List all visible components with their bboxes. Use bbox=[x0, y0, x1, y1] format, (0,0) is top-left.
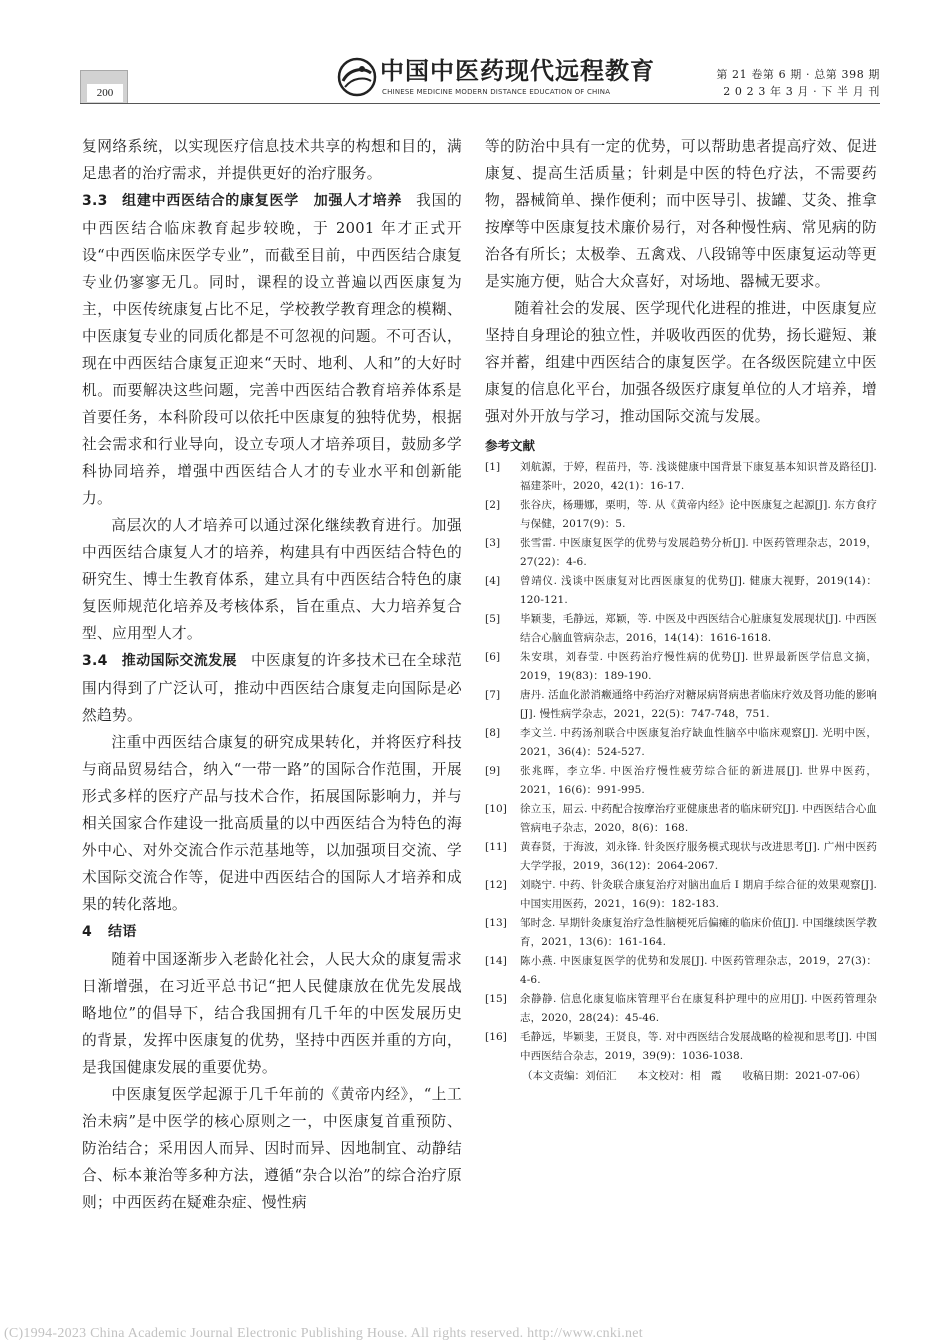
journal-logo-icon bbox=[337, 57, 377, 97]
paragraph: 注重中西医结合康复的研究成果转化，并将医疗科技与商品贸易结合，纳入“一带一路”的国际合作范围，开展形式多样的医疗产品与技术合作，拓展国际影响力，并与相关国家合作建设一批高质量的以中西医结合为特色的海外中心、对外交流合作示范基地等，以加强项目交流、学术国际交流合作等，促进中西医结合的国际人才培养和成果的转化落地。 bbox=[82, 734, 462, 913]
reference-item bbox=[485, 952, 877, 989]
reference-item bbox=[485, 572, 877, 609]
journal-title-cn: 中国中医药现代远程教育 bbox=[380, 57, 655, 85]
section-text: 我国的中西医结合临床教育起步较晚，于 2001 年才正式开设“中西医临床医学专业”，而截至目前，中西医结合康复专业仍寥寥无几。同时，课程的设立普遍以西医康复为主，中医传统康复占比不足，学校教学教育理念的模糊、中医康复专业的同质化都是不可忽视的问题。不可否认，现在中西医结合康复正迎来“天时、地利、人和”的大好时机。而要解决这些问题，完善中西医结合教育培养体系是首要任务，本科阶段可以依托中医康复的独特优势，根据社会需求和行业导向，设立专项人才培养项目，鼓励多学科协同培养，增强中西医结合人才的专业水平和创新能力。 bbox=[82, 192, 462, 507]
references-title: 参考文献 bbox=[485, 438, 536, 453]
reference-item bbox=[485, 914, 877, 951]
reference-number: [16] bbox=[485, 1031, 507, 1043]
reference-text: 张雪雷. 中医康复医学的优势与发展趋势分析[J]. 中医药管理杂志，2019，27(22)：4-6. bbox=[520, 537, 877, 568]
journal-title-en: CHINESE MEDICINE MODERN DISTANCE EDUCATION OF CHINA bbox=[382, 88, 611, 96]
reference-text: 陈小燕. 中医康复医学的优势和发展[J]. 中医药管理杂志，2019，27(3)：4-6. bbox=[520, 955, 877, 986]
reference-item bbox=[485, 534, 877, 571]
section-number: 3.4 bbox=[82, 653, 108, 669]
reference-number: [13] bbox=[485, 917, 507, 929]
reference-item bbox=[485, 990, 877, 1027]
right-column bbox=[485, 133, 877, 1085]
paragraph: 高层次的人才培养可以通过深化继续教育进行。加强中西医结合康复人才的培养，构建具有中西医结合特色的研究生、博士生教育体系，建立具有中西医结合特色的康复医师规范化培养及考核体系，旨在重点、大力培养复合型、应用型人才。 bbox=[82, 517, 462, 642]
section-number: 4 bbox=[82, 924, 93, 940]
reference-text: 张谷庆，杨珊娜，栗明，等. 从《黄帝内经》论中医康复之起源[J]. 东方食疗与保健，2017(9)：5. bbox=[520, 499, 877, 530]
paragraph: 复网络系统，以实现医疗信息技术共享的构想和目的，满足患者的治疗需求，并提供更好的治疗服务。 bbox=[82, 138, 462, 182]
reference-number: [3] bbox=[485, 537, 501, 549]
section-4-heading bbox=[82, 918, 462, 946]
reference-text: 毕颖斐，毛静远，郑颖，等. 中医及中西医结合心脏康复发展现状[J]. 中西医结合心脑血管病杂志，2016，14(14)：1616-1618. bbox=[520, 613, 877, 644]
reference-item bbox=[485, 496, 877, 533]
paragraph: 中医康复医学起源于几千年前的《黄帝内经》，“上工治未病”是中医学的核心原则之一，中医康复首重预防、防治结合；采用因人而异、因时而异、因地制宜、动静结合、标本兼治等多种方法，遵循“杂合以治”的综合治疗原则；中西医药在疑难杂症、慢性病 bbox=[82, 1086, 462, 1211]
reference-text: 黄春贤，于海波，刘永锋. 针灸医疗服务模式现状与改进思考[J]. 广州中医药大学学报，2019，36(12)：2064-2067. bbox=[520, 841, 877, 872]
reference-item bbox=[485, 724, 877, 761]
section-3-4 bbox=[82, 647, 462, 729]
reference-item bbox=[485, 648, 877, 685]
editor-note: （本文责编：刘佰汇 本文校对：相 霞 收稿日期：2021-07-06） bbox=[522, 1070, 867, 1082]
reference-item bbox=[485, 800, 877, 837]
reference-item bbox=[485, 762, 877, 799]
page-number: 200 bbox=[87, 84, 123, 102]
reference-number: [11] bbox=[485, 841, 507, 853]
section-number: 3.3 bbox=[82, 193, 108, 209]
section-3-3 bbox=[82, 187, 462, 512]
reference-text: 朱安琪，刘春莹. 中医药治疗慢性病的优势[J]. 世界最新医学信息文摘，2019，19(83)：189-190. bbox=[520, 651, 877, 682]
reference-text: 邹时念. 早期针灸康复治疗急性脑梗死后偏瘫的临床价值[J]. 中国继续医学教育，2021，13(6)：161-164. bbox=[520, 917, 877, 948]
section-heading: 结语 bbox=[108, 924, 137, 940]
reference-number: [7] bbox=[485, 689, 501, 701]
page-number-tab bbox=[80, 70, 128, 104]
reference-number: [9] bbox=[485, 765, 501, 777]
reference-number: [2] bbox=[485, 499, 501, 511]
reference-item bbox=[485, 610, 877, 647]
reference-text: 刘航源，于婷，程苗丹，等. 浅谈健康中国背景下康复基本知识普及路径[J]. 福建茶叶，2020，42(1)：16-17. bbox=[520, 461, 877, 492]
reference-item bbox=[485, 838, 877, 875]
references-list bbox=[485, 458, 877, 1065]
reference-number: [6] bbox=[485, 651, 501, 663]
left-column bbox=[82, 133, 462, 1216]
reference-text: 曾靖仪. 浅谈中医康复对比西医康复的优势[J]. 健康大视野，2019(14)：120-121. bbox=[520, 575, 877, 606]
reference-number: [15] bbox=[485, 993, 507, 1005]
reference-number: [10] bbox=[485, 803, 507, 815]
paragraph: 随着中国逐渐步入老龄化社会，人民大众的康复需求日渐增强，在习近平总书记“把人民健康放在优先发展战略地位”的倡导下，结合我国拥有几千年的中医发展历史的背景，发挥中医康复的优势，坚持中西医并重的方向，是我国健康发展的重要优势。 bbox=[82, 951, 462, 1076]
reference-item bbox=[485, 458, 877, 495]
reference-text: 毛静远，毕颖斐，王贤良，等. 对中西医结合发展战略的检视和思考[J]. 中国中西医结合杂志，2019，39(9)：1036-1038. bbox=[520, 1031, 877, 1062]
reference-item bbox=[485, 686, 877, 723]
reference-text: 李文兰. 中药汤剂联合中医康复治疗缺血性脑卒中临床观察[J]. 光明中医，2021，36(4)：524-527. bbox=[520, 727, 877, 758]
reference-number: [1] bbox=[485, 461, 501, 473]
reference-text: 余静静. 信息化康复临床管理平台在康复科护理中的应用[J]. 中医药管理杂志，2020，28(24)：45-46. bbox=[520, 993, 877, 1024]
issue-date-line: 2 0 2 3 年 3 月 · 下 半 月 刊 bbox=[723, 85, 880, 98]
issue-info bbox=[716, 66, 880, 100]
section-heading: 推动国际交流发展 bbox=[121, 653, 237, 669]
reference-number: [14] bbox=[485, 955, 507, 967]
reference-text: 徐立玉，屈云. 中药配合按摩治疗亚健康患者的临床研究[J]. 中西医结合心血管病电子杂志，2020，8(6)：168. bbox=[520, 803, 877, 834]
reference-item bbox=[485, 1028, 877, 1065]
issue-volume-line: 第 21 卷第 6 期 · 总第 398 期 bbox=[716, 68, 880, 81]
reference-text: 刘晓宁. 中药、针灸联合康复治疗对脑出血后 I 期肩手综合征的效果观察[J]. 中国实用医药，2021，16(9)：182-183. bbox=[520, 879, 877, 910]
reference-number: [4] bbox=[485, 575, 501, 587]
reference-number: [12] bbox=[485, 879, 507, 891]
reference-number: [8] bbox=[485, 727, 501, 739]
reference-text: 唐丹. 活血化淤消癥通络中药治疗对糖尿病肾病患者临床疗效及肾功能的影响[J]. 慢性病学杂志，2021，22(5)：747-748，751. bbox=[520, 689, 877, 720]
reference-number: [5] bbox=[485, 613, 501, 625]
copyright-watermark: (C)1994-2023 China Academic Journal Electronic Publishing House. All rights reserved. http://www.cnki.net bbox=[4, 1326, 643, 1341]
section-text: 中医康复的许多技术已在全球范围内得到了广泛认可，推动中西医结合康复走向国际是必然趋势。 bbox=[82, 652, 462, 724]
reference-item bbox=[485, 876, 877, 913]
header-divider bbox=[80, 103, 880, 104]
reference-text: 张兆晖，李立华. 中医治疗慢性疲劳综合征的新进展[J]. 世界中医药，2021，16(6)：991-995. bbox=[520, 765, 877, 796]
section-heading: 组建中西医结合的康复医学 加强人才培养 bbox=[121, 193, 403, 209]
paragraph: 等的防治中具有一定的优势，可以帮助患者提高疗效、促进康复、提高生活质量；针刺是中医的特色疗法，不需要药物，器械简单、操作便利；而中医导引、拔罐、艾灸、推拿按摩等中医康复技术廉价易行，对各种慢性病、常见病的防治各有所长；太极拳、五禽戏、八段锦等中医康复运动等更是实施方便，贴合大众喜好，对场地、器械无要求。 bbox=[485, 138, 877, 290]
paragraph: 随着社会的发展、医学现代化进程的推进，中医康复应坚持自身理论的独立性，并吸收西医的优势，扬长避短、兼容并蓄，组建中西医结合的康复医学。在各级医院建立中医康复的信息化平台，加强各级医疗康复单位的人才培养，增强对外开放与学习，推动国际交流与发展。 bbox=[485, 300, 877, 425]
